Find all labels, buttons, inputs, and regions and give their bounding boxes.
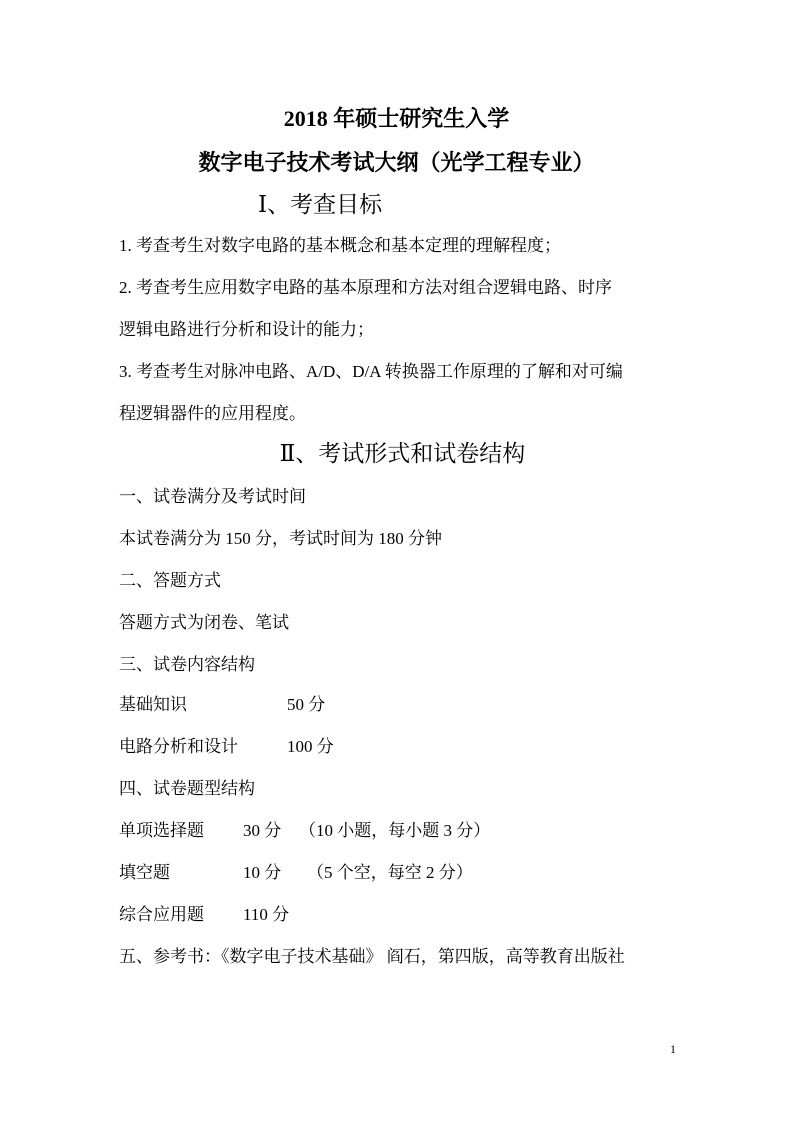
objective-1: 1. 考查考生对数字电路的基本概念和基本定理的理解程度； bbox=[119, 236, 561, 255]
part-2-heading: 二、答题方式 bbox=[119, 571, 221, 590]
objective-2: 2. 考查考生应用数字电路的基本原理和方法对组合逻辑电路、时序 bbox=[119, 278, 612, 297]
question-type-note: （5 个空，每空 2 分） bbox=[307, 863, 473, 882]
section-2-heading: Ⅱ、考试形式和试卷结构 bbox=[279, 441, 526, 466]
question-type-name: 填空题 bbox=[119, 863, 170, 882]
question-type-note: （10 小题，每小题 3 分） bbox=[299, 821, 491, 840]
section-1-heading: Ⅰ、考查目标 bbox=[258, 192, 383, 217]
part-1-text: 本试卷满分为 150 分，考试时间为 180 分钟 bbox=[119, 529, 442, 548]
part-3-heading: 三、试卷内容结构 bbox=[119, 655, 255, 674]
content-row bbox=[119, 732, 334, 757]
objective-3-cont: 程逻辑器件的应用程度。 bbox=[119, 404, 306, 423]
question-type-score: 30 分 bbox=[243, 821, 282, 840]
question-type-row bbox=[119, 816, 491, 841]
question-type-row bbox=[119, 858, 473, 883]
content-name: 电路分析和设计 bbox=[119, 737, 238, 756]
content-row bbox=[119, 690, 326, 715]
question-type-name: 综合应用题 bbox=[119, 905, 204, 924]
title-line-2: 数字电子技术考试大纲（光学工程专业） bbox=[198, 150, 595, 175]
reference-book: 五、参考书：《数字电子技术基础》 阎石，第四版，高等教育出版社 bbox=[119, 947, 625, 966]
part-1-heading: 一、试卷满分及考试时间 bbox=[119, 487, 306, 506]
question-type-row bbox=[119, 900, 290, 925]
objective-2-cont: 逻辑电路进行分析和设计的能力； bbox=[119, 320, 374, 339]
content-score: 100 分 bbox=[287, 737, 334, 756]
content-name: 基础知识 bbox=[119, 695, 187, 714]
part-2-text: 答题方式为闭卷、笔试 bbox=[119, 613, 289, 632]
question-type-score: 10 分 bbox=[243, 863, 282, 882]
content-score: 50 分 bbox=[287, 695, 326, 714]
objective-3: 3. 考查考生对脉冲电路、A/D、D/A 转换器工作原理的了解和对可编 bbox=[119, 362, 623, 381]
question-type-name: 单项选择题 bbox=[119, 821, 204, 840]
page-number: 1 bbox=[670, 1042, 676, 1056]
title-line-1: 2018 年硕士研究生入学 bbox=[283, 106, 510, 131]
question-type-score: 110 分 bbox=[243, 905, 290, 924]
part-4-heading: 四、试卷题型结构 bbox=[119, 779, 255, 798]
